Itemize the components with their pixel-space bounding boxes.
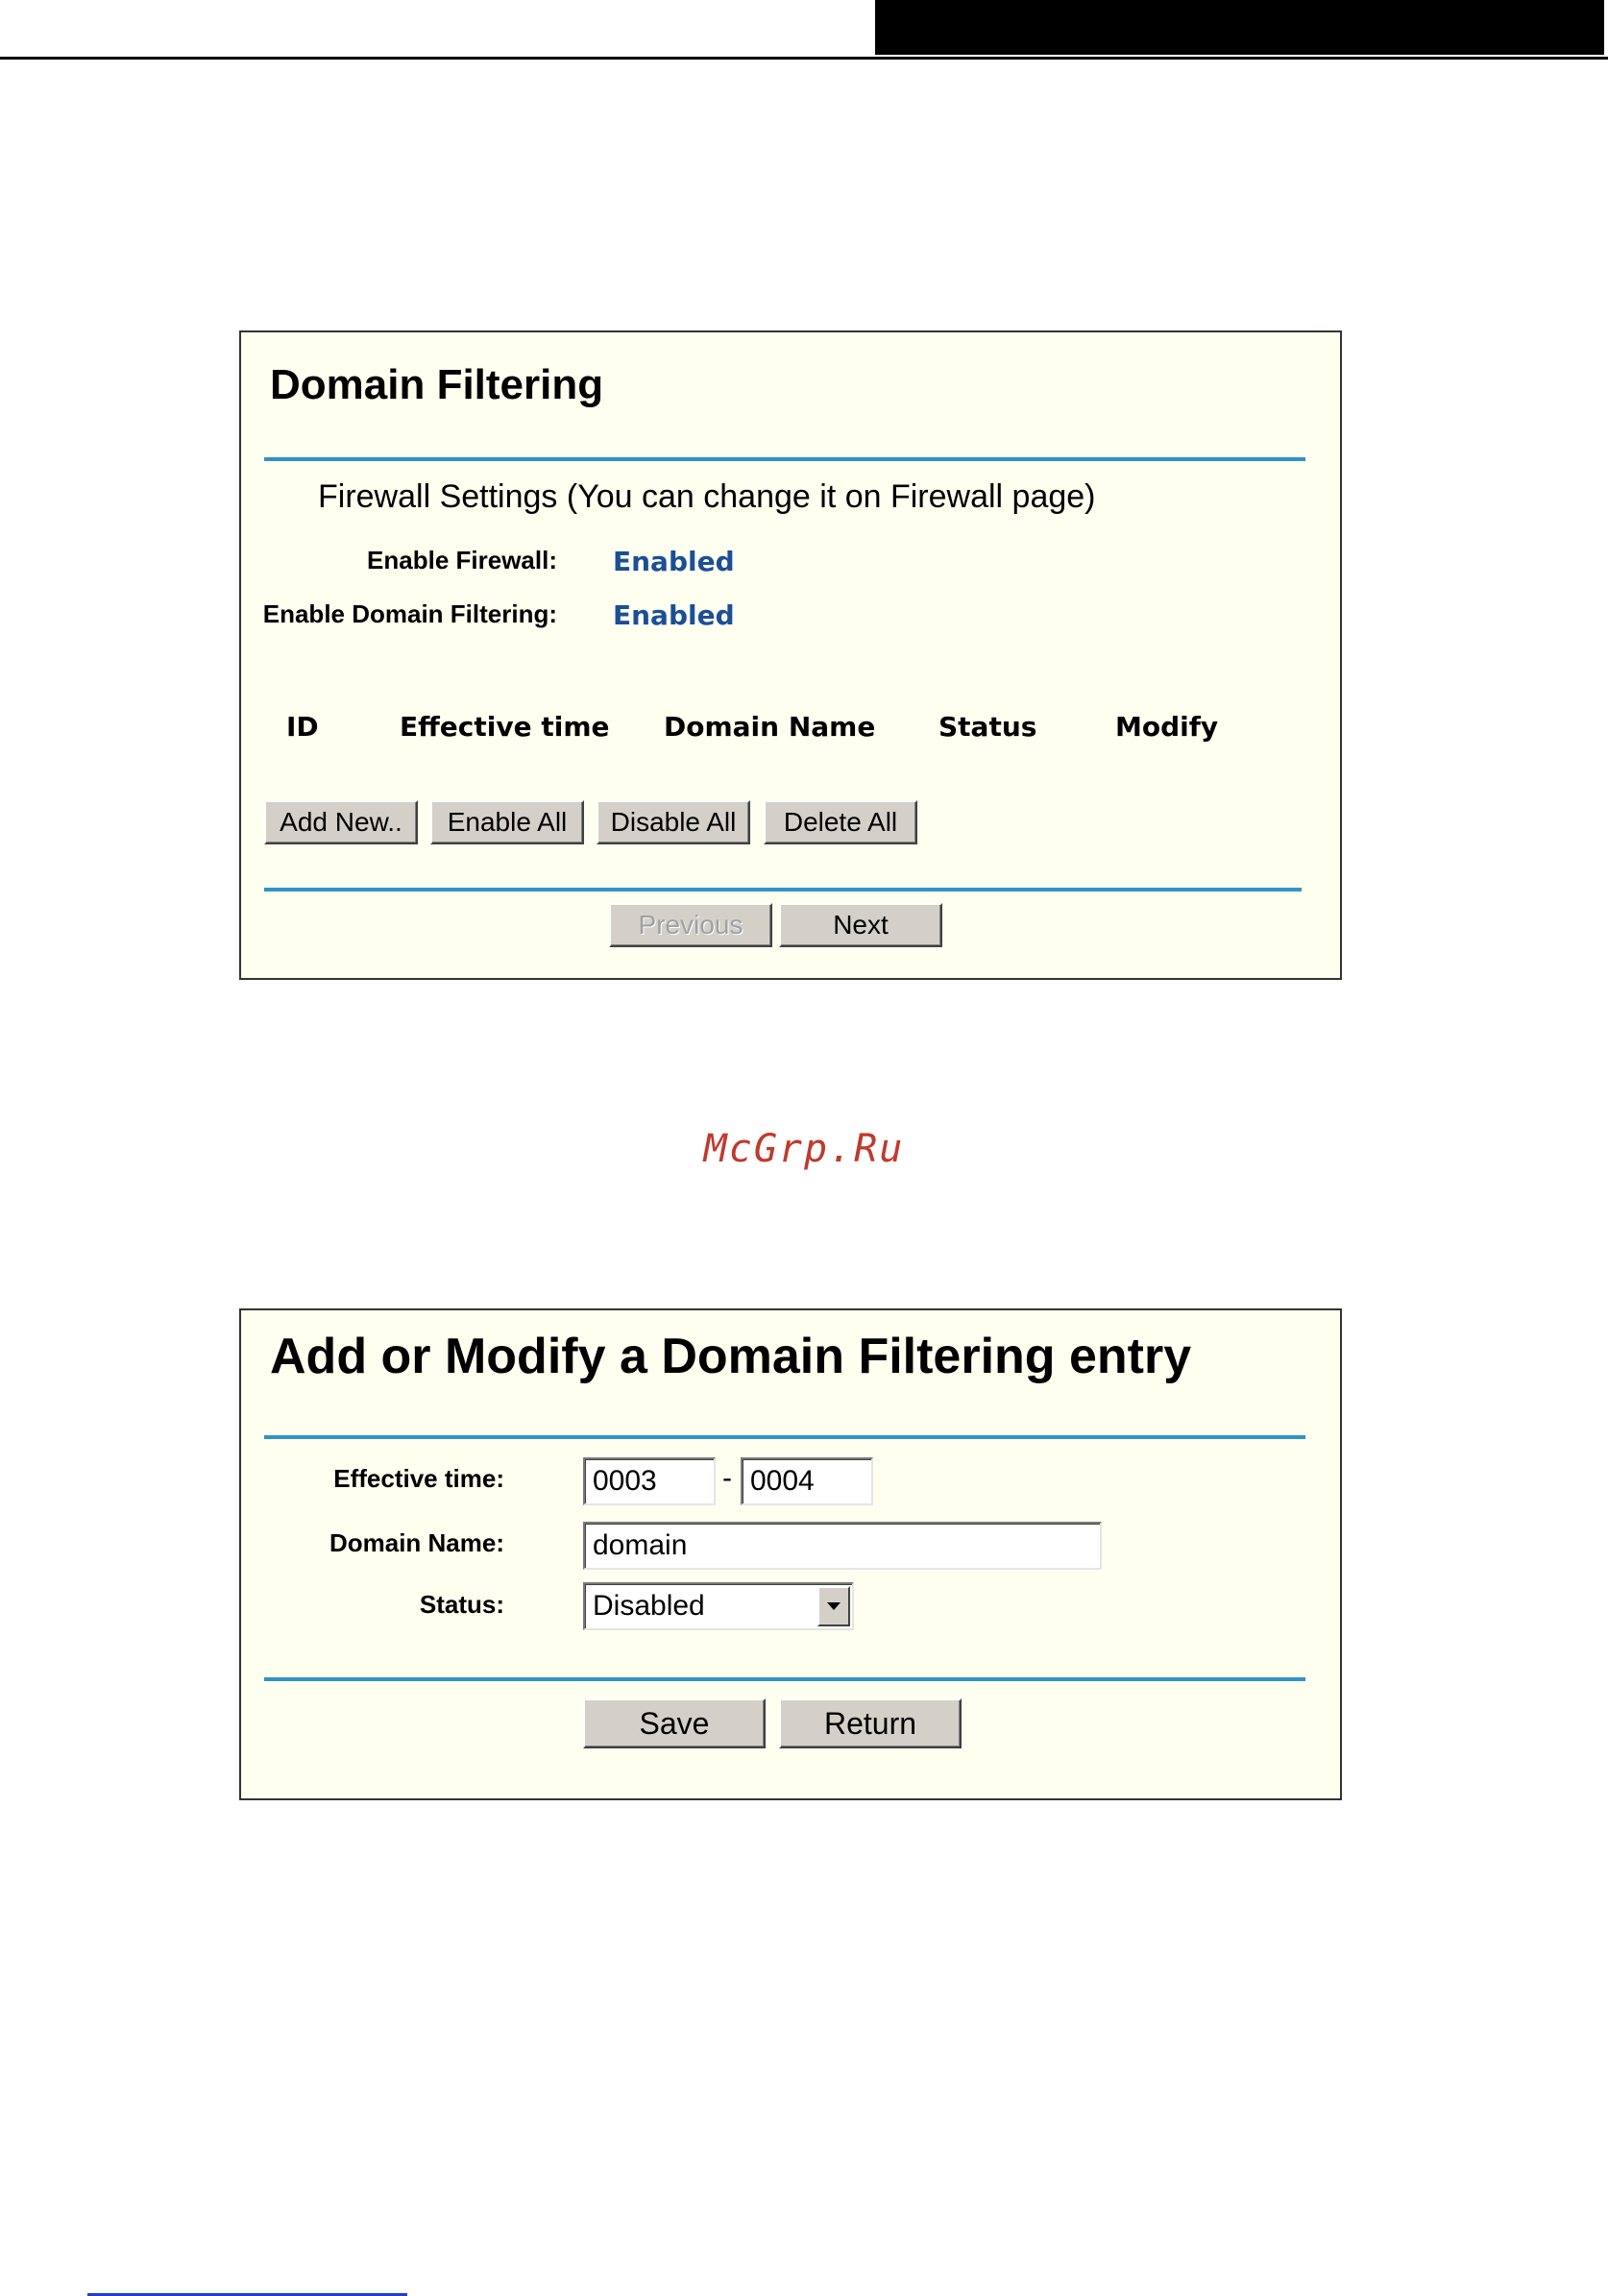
divider-top <box>264 1435 1305 1439</box>
column-header-domain-name: Domain Name <box>664 711 876 743</box>
status-label: Status: <box>419 1590 504 1619</box>
domain-name-label: Domain Name: <box>329 1528 504 1557</box>
domain-filtering-panel <box>239 330 1342 980</box>
enable-all-button[interactable]: Enable All <box>430 800 584 844</box>
enable-domain-filtering-value: Enabled <box>613 599 735 631</box>
header-rule <box>0 57 1608 60</box>
firewall-settings-heading: Firewall Settings (You can change it on Firewall page) <box>318 478 1096 515</box>
domain-name-input[interactable]: domain <box>583 1522 1102 1570</box>
divider-bottom <box>264 1677 1305 1681</box>
page-title: Add or Modify a Domain Filtering entry <box>270 1329 1192 1384</box>
chevron-down-icon[interactable] <box>817 1586 850 1626</box>
column-header-effective-time: Effective time <box>400 711 610 743</box>
delete-all-button[interactable]: Delete All <box>764 800 917 844</box>
return-button[interactable]: Return <box>779 1698 962 1748</box>
enable-domain-filtering-label: Enable Domain Filtering: <box>262 599 557 628</box>
add-modify-panel <box>239 1308 1342 1800</box>
effective-time-end-input[interactable]: 0004 <box>741 1457 873 1505</box>
column-header-id: ID <box>286 711 319 743</box>
save-button[interactable]: Save <box>583 1698 766 1748</box>
enable-firewall-label: Enable Firewall: <box>367 546 557 574</box>
disable-all-button[interactable]: Disable All <box>597 800 750 844</box>
watermark-text: McGrp.Ru <box>703 1127 905 1171</box>
status-select[interactable] <box>583 1582 854 1630</box>
previous-button[interactable]: Previous <box>609 903 772 947</box>
divider-bottom <box>264 888 1302 892</box>
add-new-button[interactable]: Add New.. <box>264 800 418 844</box>
header-bar <box>875 0 1604 55</box>
divider-top <box>264 457 1305 461</box>
enable-firewall-value: Enabled <box>613 546 735 577</box>
page-title: Domain Filtering <box>270 361 604 408</box>
next-button[interactable]: Next <box>779 903 942 947</box>
status-selected-value: Disabled <box>593 1590 705 1622</box>
effective-time-separator: - <box>722 1462 732 1494</box>
column-header-status: Status <box>938 711 1037 743</box>
column-header-modify: Modify <box>1115 711 1219 743</box>
effective-time-label: Effective time: <box>333 1464 504 1493</box>
effective-time-start-input[interactable]: 0003 <box>583 1457 716 1505</box>
